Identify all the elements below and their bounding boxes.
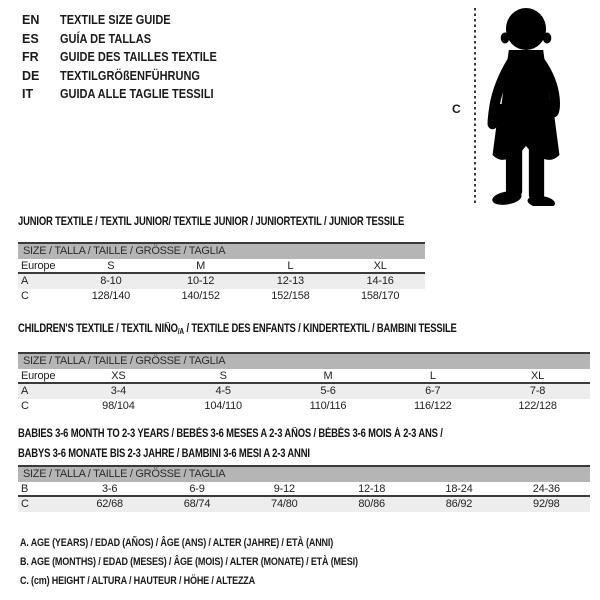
row-label: A — [21, 385, 29, 397]
table-cell: XL — [373, 260, 387, 272]
table-row-c — [18, 497, 590, 512]
title-part: / TEXTILE DES ENFANTS / KINDERTEXTIL / BAMBINI TESSILE — [183, 323, 457, 335]
table-cell: 122/128 — [518, 400, 557, 412]
table-row-a — [18, 274, 425, 289]
lang-label: TEXTILGRÖßENFÜHRUNG — [60, 68, 200, 83]
table-cell: XL — [531, 370, 545, 382]
table-cell: 9-12 — [273, 483, 295, 495]
table-cell: 104/110 — [204, 400, 242, 412]
table-row-europe — [18, 369, 590, 384]
row-label: B — [21, 483, 29, 495]
table-cell: 4-5 — [215, 385, 231, 397]
table-cell: 5-6 — [320, 385, 336, 397]
lang-code: FR — [22, 50, 39, 64]
table-cell: L — [429, 370, 436, 382]
lang-line-fr — [22, 48, 238, 67]
footnote-a: A. AGE (YEARS) / EDAD (AÑOS) / ÂGE (ANS) / ALTER (JAHRE) / ETÀ (ANNI) — [20, 537, 334, 549]
row-label: C — [21, 498, 29, 510]
lang-line-it — [22, 85, 238, 104]
table-cell: 140/152 — [181, 290, 220, 302]
height-marker-label: C — [452, 102, 461, 116]
lang-code: ES — [22, 31, 39, 46]
lang-line-es — [22, 30, 238, 49]
table-cell: 116/122 — [414, 400, 452, 412]
lang-label: GUÍA DE TALLAS — [60, 31, 152, 46]
table-cell: 92/98 — [533, 498, 560, 510]
table-cell: 98/104 — [102, 400, 135, 412]
table-cell: S — [107, 260, 115, 272]
babies-table-title-line1: BABIES 3-6 MONTH TO 2-3 YEARS / BEBÉS 3-6 MESES A 2-3 AÑOS / BÉBÉS 3-6 MOIS À 2-3 ANS / — [18, 428, 443, 440]
table-cell: S — [219, 370, 227, 382]
table-cell: 7-8 — [529, 385, 546, 397]
table-cell: 68/74 — [183, 498, 211, 510]
row-label: A — [21, 275, 29, 287]
toddler-silhouette-icon — [483, 6, 569, 206]
lang-line-en — [22, 11, 238, 30]
children-size-table — [18, 323, 590, 414]
table-cell: 80/86 — [358, 498, 385, 510]
row-label: Europe — [21, 370, 56, 382]
language-header — [22, 11, 238, 104]
babies-table-title-line2: BABYS 3-6 MONATE BIS 2-3 JAHRE / BAMBINI 3-6 MESI A 2-3 ANNI — [18, 448, 310, 460]
table-row-b — [18, 482, 590, 497]
footnote-b: B. AGE (MONTHS) / EDAD (MESES) / ÂGE (MOIS) / ALTER (MONATE) / ETÀ (MESI) — [20, 556, 358, 568]
table-cell: 110/116 — [309, 400, 347, 412]
children-table-title — [18, 323, 487, 338]
junior-size-table — [18, 216, 425, 304]
table-cell: 62/68 — [96, 498, 123, 510]
table-cell: 18-24 — [445, 483, 473, 495]
table-cell: 86/92 — [445, 498, 473, 510]
title-part: CHILDREN'S TEXTILE / TEXTIL NIÑO — [18, 323, 178, 335]
table-row-a — [18, 384, 590, 399]
table-cell: L — [287, 260, 294, 272]
table-cell: 14-16 — [366, 275, 394, 287]
lang-code: DE — [22, 68, 40, 83]
row-label: Europe — [21, 260, 56, 272]
size-header-row: SIZE / TALLA / TAILLE / GRÖSSE / TAGLIA — [18, 244, 425, 259]
height-measure-dashed-line — [474, 8, 476, 206]
table-cell: 3-6 — [102, 483, 118, 495]
table-cell: 152/158 — [271, 290, 310, 302]
table-cell: 6-7 — [425, 385, 441, 397]
title-subscript: /A — [177, 327, 184, 336]
table-cell: M — [323, 370, 333, 382]
table-cell: 8-10 — [100, 275, 122, 287]
lang-label: TEXTILE SIZE GUIDE — [60, 13, 171, 27]
size-header-row: SIZE / TALLA / TAILLE / GRÖSSE / TAGLIA — [18, 354, 590, 369]
table-cell: 10-12 — [187, 275, 215, 287]
table-cell: M — [196, 260, 206, 272]
table-cell: 24-36 — [532, 483, 560, 495]
row-label: C — [21, 290, 29, 302]
table-cell: XS — [111, 370, 126, 382]
size-header-row: SIZE / TALLA / TAILLE / GRÖSSE / TAGLIA — [18, 467, 590, 482]
table-cell: 12-18 — [358, 483, 386, 495]
lang-label: GUIDE DES TAILLES TEXTILE — [60, 50, 217, 64]
table-row-europe — [18, 259, 425, 274]
lang-code: IT — [22, 87, 34, 101]
table-row-c — [18, 289, 425, 304]
table-cell: 12-13 — [276, 275, 304, 287]
footnote-c: C. (cm) HEIGHT / ALTURA / HAUTEUR / HÖHE / ALTEZZA — [20, 575, 256, 587]
lang-label: GUIDA ALLE TAGLIE TESSILI — [60, 87, 214, 101]
lang-code: EN — [22, 13, 40, 27]
lang-line-de — [22, 67, 238, 86]
table-cell: 3-4 — [110, 385, 127, 397]
table-cell: 158/170 — [360, 290, 400, 302]
footnotes — [20, 534, 432, 591]
table-row-c — [18, 399, 590, 414]
table-cell: 74/80 — [271, 498, 298, 510]
babies-size-table — [18, 425, 590, 512]
junior-table-title: JUNIOR TEXTILE / TEXTIL JUNIOR/ TEXTILE JUNIOR / JUNIORTEXTIL / JUNIOR TESSILE — [18, 216, 405, 228]
table-cell: 128/140 — [91, 290, 131, 302]
table-cell: 6-9 — [189, 483, 205, 495]
row-label: C — [21, 400, 29, 412]
